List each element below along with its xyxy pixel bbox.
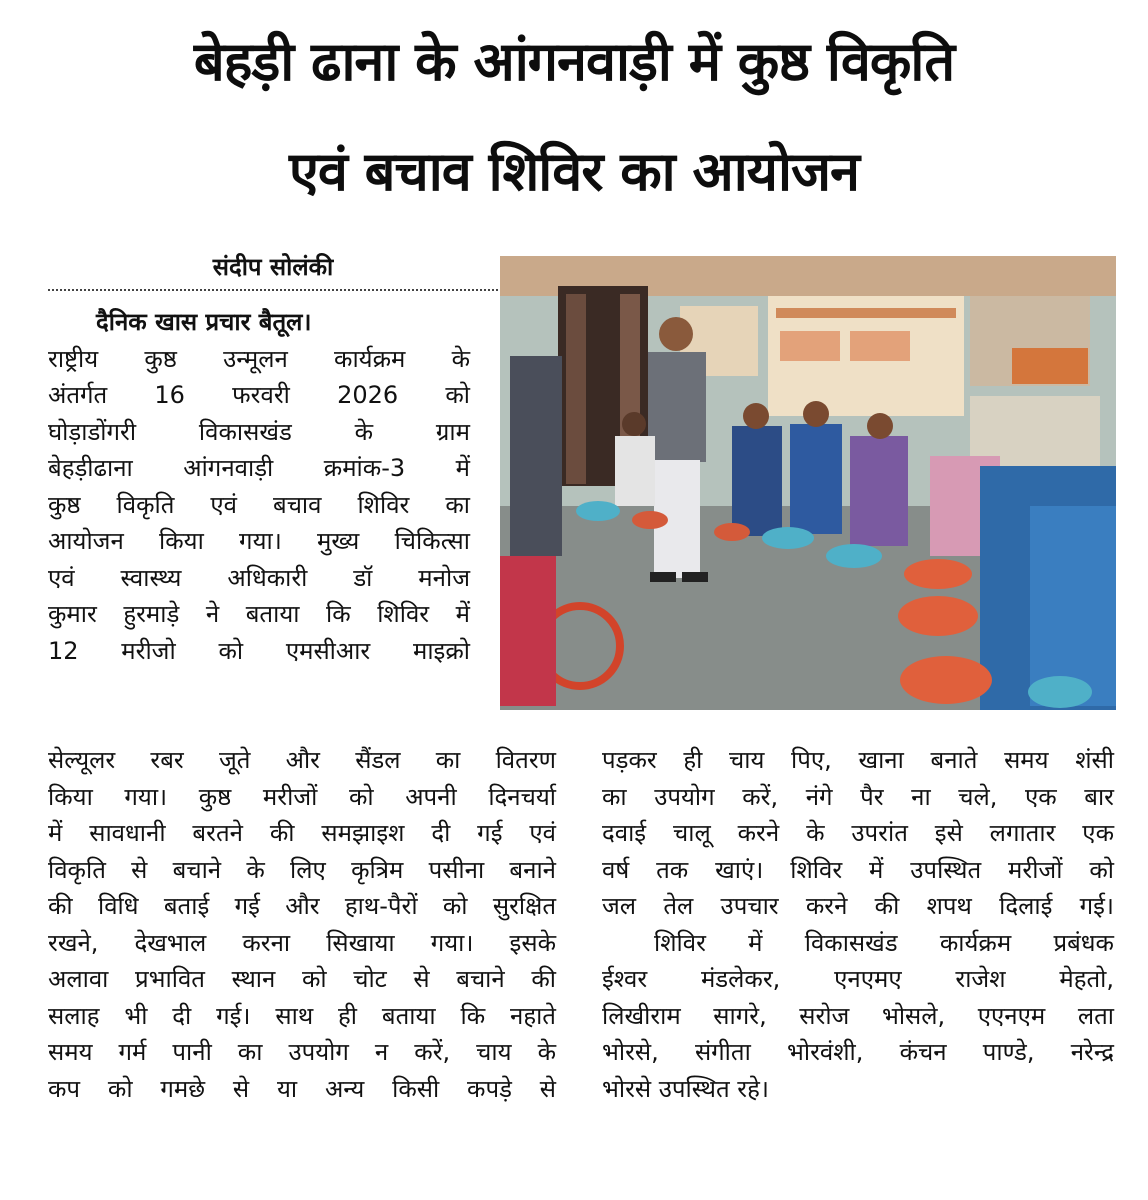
headline-line-1: बेहड़ी ढाना के आंगनवाड़ी में कुष्ठ विकृति xyxy=(193,30,955,93)
article-line: भोरसे, संगीता भोरवंशी, कंचन पाण्डे, नरेन्द्र xyxy=(602,1038,1114,1066)
article-line: की विधि बताई गई और हाथ-पैरों को सुरक्षित xyxy=(48,892,556,920)
article-line: कुष्ठ विकृति एवं बचाव शिविर का xyxy=(48,490,470,519)
dateline: दैनिक खास प्रचार बैतूल। xyxy=(96,308,312,336)
article-line: वर्ष तक खाएं। शिविर में उपस्थित मरीजों को xyxy=(602,855,1114,884)
article-line: कप को गमछे से या अन्य किसी कपड़े से xyxy=(48,1074,556,1103)
article-line: में सावधानी बरतने की समझाइश दी गई एवं xyxy=(48,819,556,847)
article-line: शिविर में विकासखंड कार्यक्रम प्रबंधक xyxy=(654,928,1114,957)
article-column-2 xyxy=(48,742,556,1107)
article-line: ईश्वर मंडलेकर, एनएमए राजेश मेहतो, xyxy=(602,965,1114,993)
article-line: जल तेल उपचार करने की शपथ दिलाई गई। xyxy=(602,892,1114,920)
article-line: पड़कर ही चाय पिए, खाना बनाते समय शंसी xyxy=(602,746,1114,774)
news-photo xyxy=(500,256,1116,710)
article-column-3 xyxy=(602,742,1114,1107)
article-line: रखने, देखभाल करना सिखाया गया। इसके xyxy=(48,928,556,957)
article-line: दवाई चालू करने के उपरांत इसे लगातार एक xyxy=(602,819,1114,847)
article-line: अंतर्गत 16 फरवरी 2026 को xyxy=(48,381,470,409)
article-line: 12 मरीजो को एमसीआर माइक्रो xyxy=(48,636,470,665)
article-line: एवं स्वास्थ्य अधिकारी डॉ मनोज xyxy=(48,563,470,592)
article-line: कुमार हुरमाड़े ने बताया कि शिविर में xyxy=(48,600,470,628)
article-line: बेहड़ीढाना आंगनवाड़ी क्रमांक-3 में xyxy=(48,454,470,482)
article-line: राष्ट्रीय कुष्ठ उन्मूलन कार्यक्रम के xyxy=(48,344,470,373)
article-line: सलाह भी दी गई। साथ ही बताया कि नहाते xyxy=(48,1001,556,1030)
article-line: भोरसे उपस्थित रहे। xyxy=(602,1074,769,1103)
article-line: घोड़ाडोंगरी विकासखंड के ग्राम xyxy=(48,417,470,446)
article-line: समय गर्म पानी का उपयोग न करें, चाय के xyxy=(48,1038,556,1066)
article-line: सेल्यूलर रबर जूते और सैंडल का वितरण xyxy=(48,746,556,774)
article-column-1 xyxy=(48,304,470,669)
article-line: का उपयोग करें, नंगे पैर ना चले, एक बार xyxy=(602,782,1114,811)
article-line: लिखीराम सागरे, सरोज भोसले, एएनएम लता xyxy=(602,1001,1114,1030)
headline-line-2: एवं बचाव शिविर का आयोजन xyxy=(288,140,859,203)
byline: संदीप सोलंकी xyxy=(48,250,498,291)
article-line: आयोजन किया गया। मुख्य चिकित्सा xyxy=(48,527,470,555)
article-line: अलावा प्रभावित स्थान को चोट से बचाने की xyxy=(48,965,556,993)
article-line: किया गया। कुष्ठ मरीजों को अपनी दिनचर्या xyxy=(48,782,556,811)
article-line: विकृति से बचाने के लिए कृत्रिम पसीना बनाने xyxy=(48,855,556,884)
